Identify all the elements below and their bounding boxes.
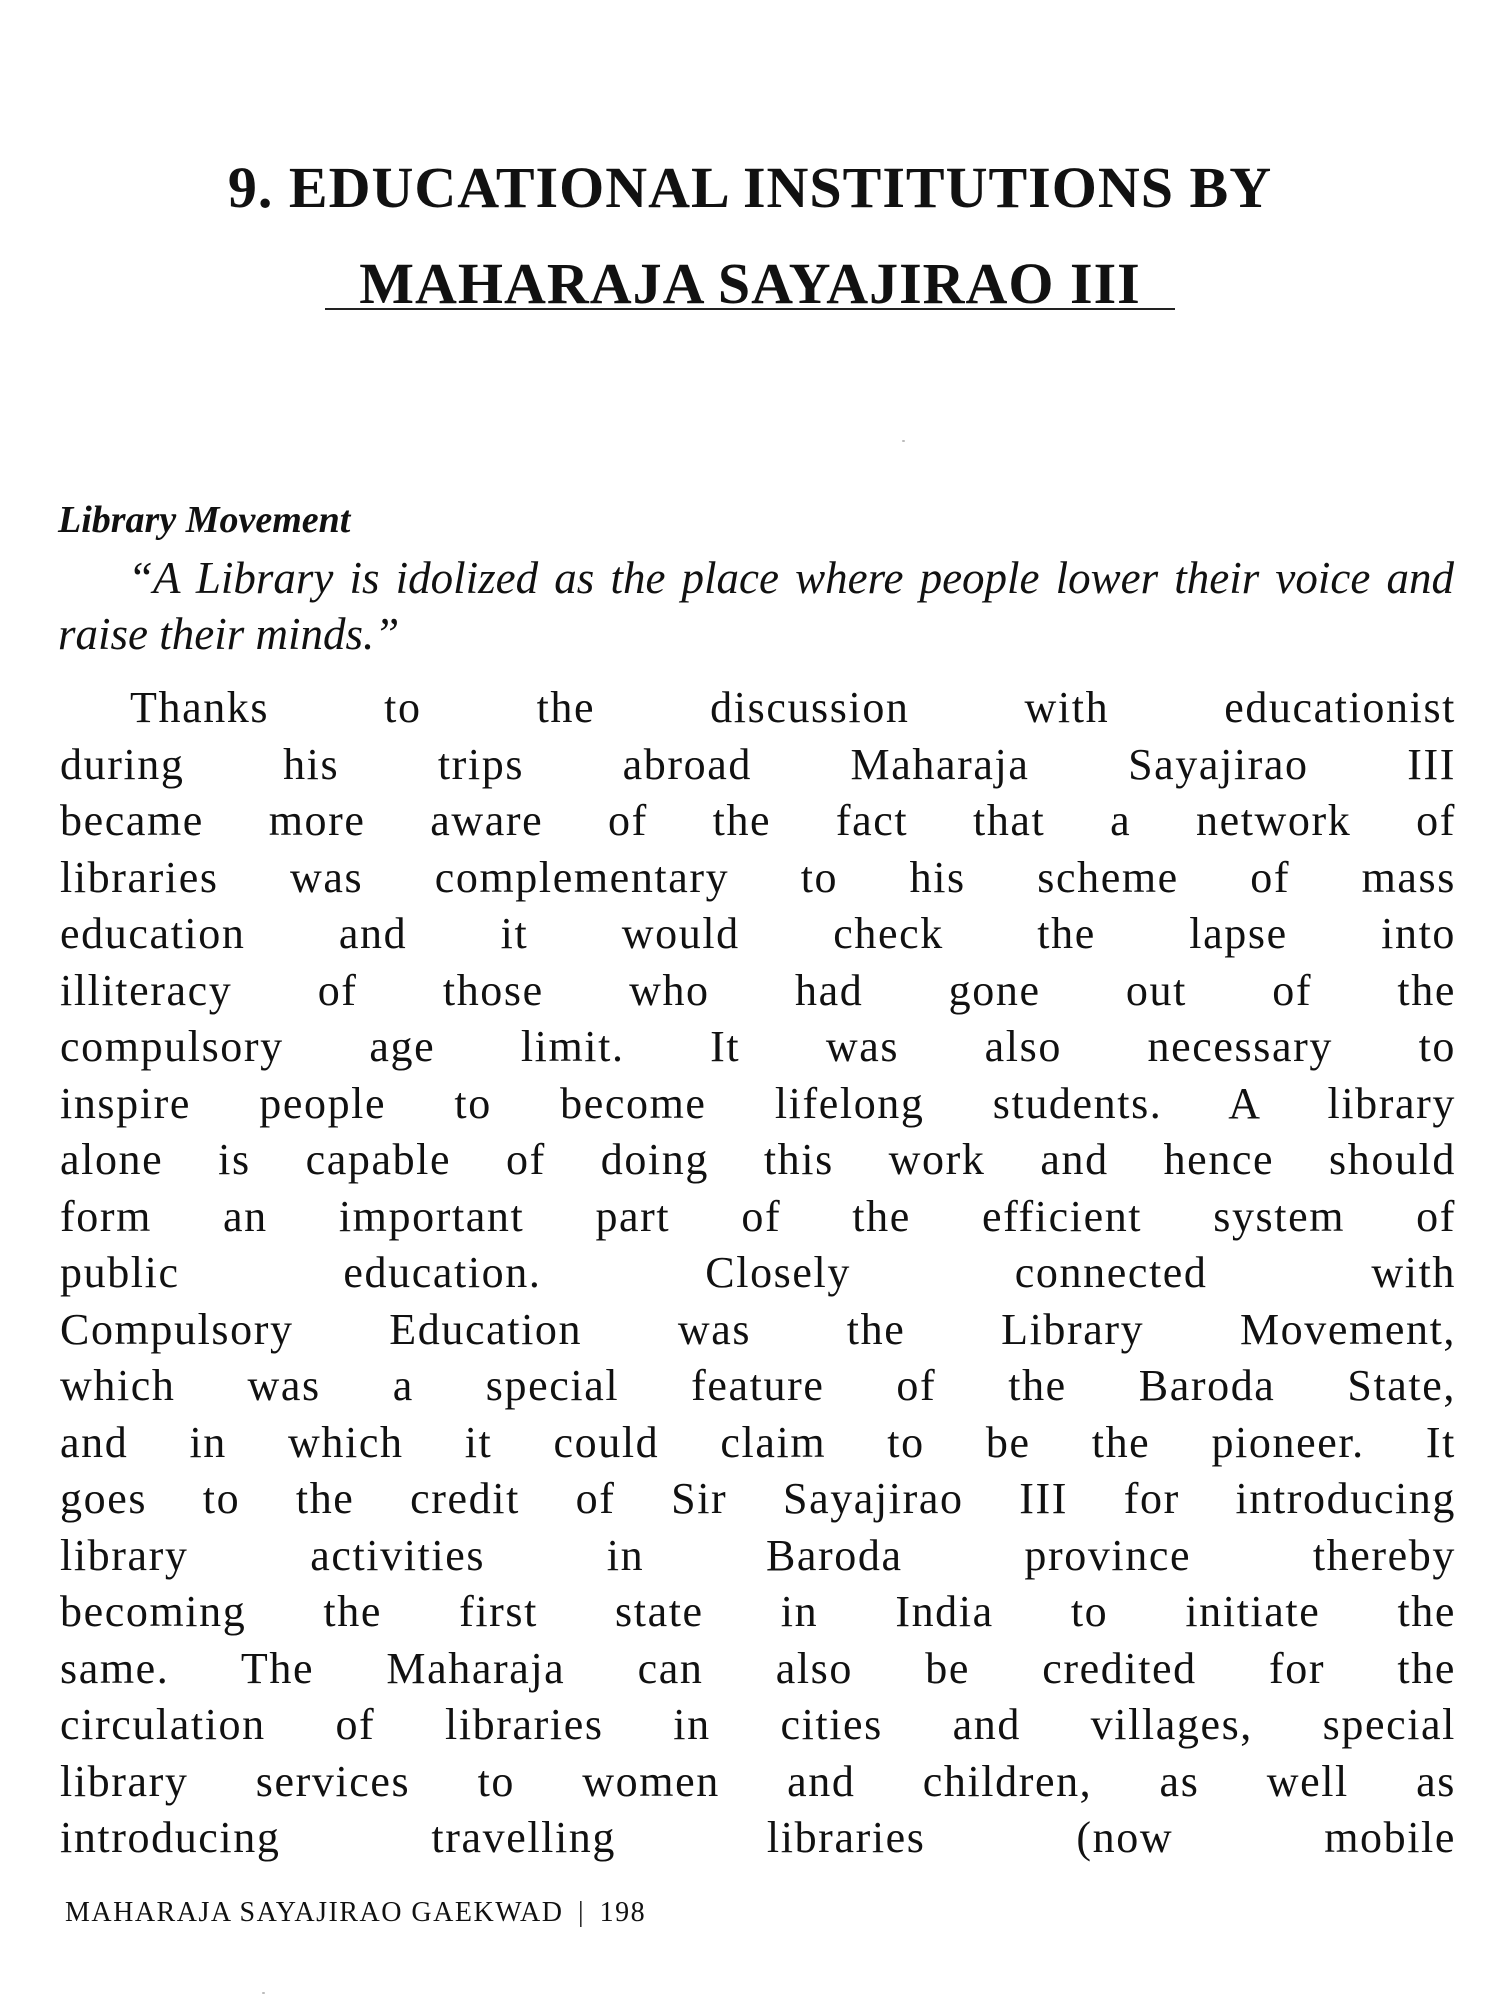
paragraph-line: library activities in Baroda province thereby — [60, 1530, 1456, 1580]
paragraph-line: education and it would check the lapse into — [60, 909, 1456, 958]
body-paragraph — [60, 680, 1456, 1867]
running-footer-title: MAHARAJA SAYAJIRAO GAEKWAD — [65, 1897, 564, 1928]
paragraph-line: which was a special feature of the Baroda State, — [60, 1361, 1456, 1410]
title-underline-divider — [325, 308, 1175, 310]
paragraph-line: same. The Maharaja can also be credited for the — [60, 1643, 1456, 1693]
paragraph-line: Compulsory Education was the Library Movement, — [60, 1304, 1456, 1354]
chapter-title-line: MAHARAJA SAYAJIRAO III — [359, 251, 1141, 316]
paragraph-line: Thanks to the discussion with educationist — [130, 683, 1456, 732]
paragraph-line: form an important part of the efficient system of — [60, 1191, 1456, 1241]
chapter-title-line: 9. EDUCATIONAL INSTITUTIONS BY — [227, 155, 1273, 220]
scan-speck — [262, 1992, 265, 1994]
chapter-title — [0, 140, 1500, 332]
paragraph-line: libraries was complementary to his scheme of mass — [60, 852, 1456, 902]
paragraph-line: library services to women and children, as well as — [60, 1756, 1456, 1806]
paragraph-line: and in which it could claim to be the pioneer. It — [60, 1417, 1456, 1467]
paragraph-line: introducing travelling libraries (now mobile — [60, 1813, 1456, 1862]
paragraph-line: illiteracy of those who had gone out of the — [60, 965, 1456, 1015]
scan-speck — [902, 440, 905, 442]
paragraph-line: circulation of libraries in cities and villages, special — [60, 1700, 1456, 1749]
paragraph-line: became more aware of the fact that a network of — [60, 796, 1456, 845]
paragraph-line: becoming the first state in India to initiate the — [60, 1587, 1456, 1636]
paragraph-line: public education. Closely connected with — [60, 1248, 1456, 1297]
section-heading: Library Movement — [58, 499, 351, 541]
paragraph-line: during his trips abroad Maharaja Sayajirao III — [60, 739, 1456, 789]
paragraph-line: alone is capable of doing this work and hence should — [60, 1135, 1456, 1184]
page-number: 198 — [599, 1897, 647, 1928]
footer-separator: | — [577, 1897, 586, 1928]
paragraph-line: goes to the credit of Sir Sayajirao III for introducing — [60, 1474, 1456, 1523]
paragraph-line: inspire people to become lifelong students. A library — [60, 1078, 1456, 1128]
paragraph-line: compulsory age limit. It was also necessary to — [60, 1022, 1456, 1071]
epigraph-quote: “A Library is idolized as the place where people lower their voice and raise their minds.” — [58, 553, 1454, 659]
page-footer — [65, 1895, 646, 1931]
